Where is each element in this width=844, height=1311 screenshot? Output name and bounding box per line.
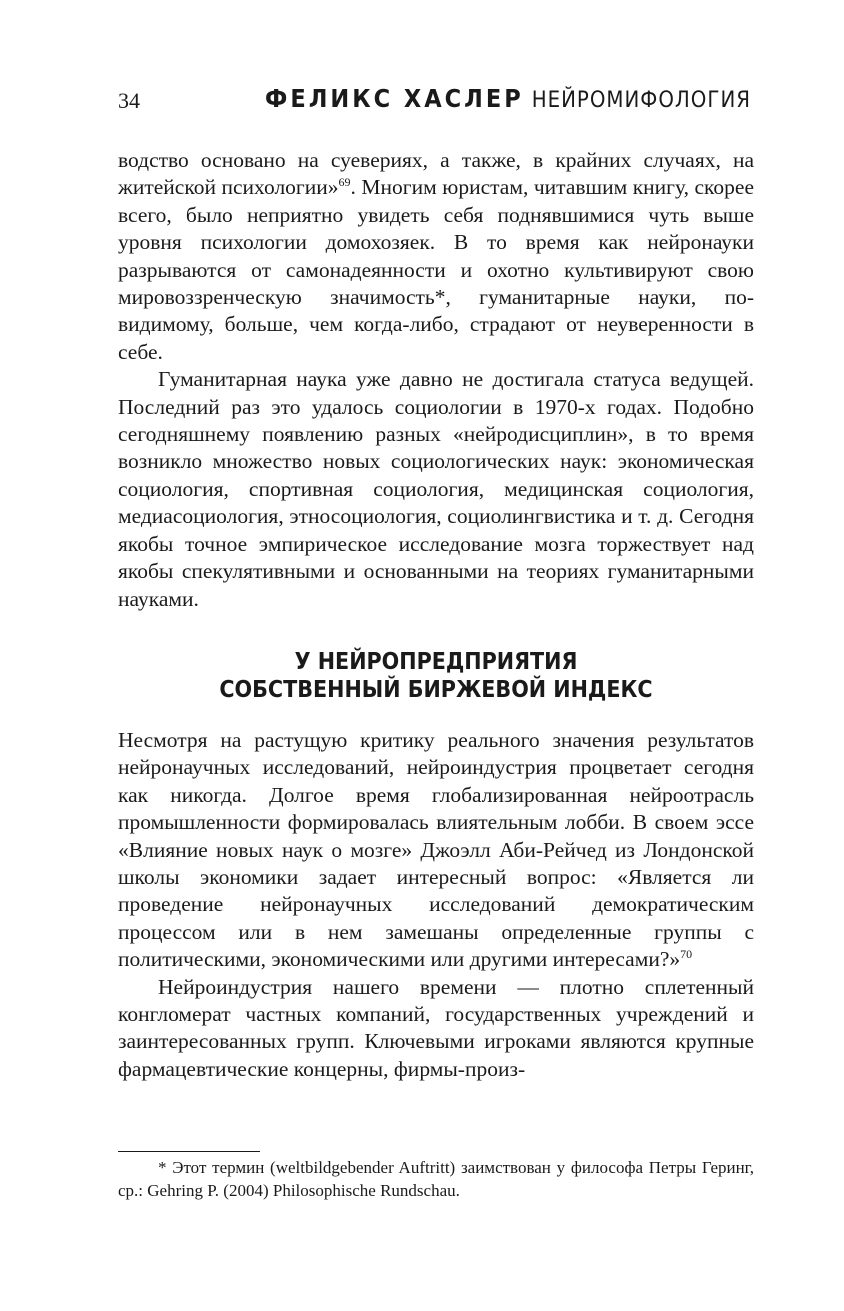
author-name: ФЕЛИКС ХАСЛЕР [265,84,524,113]
running-head [265,84,751,113]
section-heading [118,648,754,704]
body-text-top [118,147,754,613]
section-heading-line: СОБСТВЕННЫЙ БИРЖЕВОЙ ИНДЕКС [219,677,653,703]
page-number: 34 [118,88,140,113]
section-heading-line: У НЕЙРОПРЕДПРИЯТИЯ [294,649,578,675]
footnote-reference: 70 [680,947,693,962]
paragraph: Нейроиндустрия нашего времени — плотно сплетенный конгломерат частных компаний, государственных учреждений и заинтересованных групп. Ключевыми игроками являются крупные фармацевтические концерны, фирмы-произ- [118,974,754,1081]
paragraph-text: . Многим юристам, читавшим книгу, скорее всего, было неприятно увидеть себя поднявшимися чуть выше уровня психологии домохозяек. В то время как нейронауки разрываются от самонадеянности и охотно культивируют свою мировоззренческую значимость*, гуманитарные науки, по-видимому, больше, чем когда-либо, страдают от неуверенности в себе. [118,175,754,364]
footnote-divider [118,1151,260,1152]
body-text-bottom [118,727,754,1083]
footnote-reference: 69 [338,175,351,190]
paragraph-text: водство основано на суевериях, а также, в крайних случаях, на житейской психологии» [118,148,754,200]
paragraph [118,147,754,366]
page-header [118,84,751,114]
paragraph-text: Несмотря на растущую критику реального значения результатов нейронаучных исследований, нейроиндустрия процветает сегодня как никогда. Долгое время глобализированная нейроотрасль промышленности формировалась влиятельным лобби. В своем эссе «Влияние новых наук о мозге» Джоэлл Аби-Рейчед из Лондонской школы экономики задает интересный вопрос: «Является ли проведение нейронаучных исследований демократическим процессом или в нем замешаны определенные группы с политическими, экономическими или другими интересами?» [118,728,754,972]
paragraph [118,727,754,974]
paragraph: Гуманитарная наука уже давно не достигала статуса ведущей. Последний раз это удалось социологии в 1970-х годах. Подобно сегодняшнему появлению разных «нейродисциплин», в то время возникло множество новых социологических наук: экономическая социология, спортивная социология, медицинская социология, медиасоциология, этносоциология, социолингвистика и т. д. Сегодня якобы точное эмпирическое исследование мозга торжествует над якобы спекулятивными и основанными на теориях гуманитарными науками. [118,367,754,611]
footnote: * Этот термин (weltbildgebender Auftritt) заимствован у философа Петры Геринг, ср.: Gehring P. (2004) Philosophische Rundschau. [118,1158,754,1200]
book-title: НЕЙРОМИФОЛОГИЯ [531,88,751,113]
